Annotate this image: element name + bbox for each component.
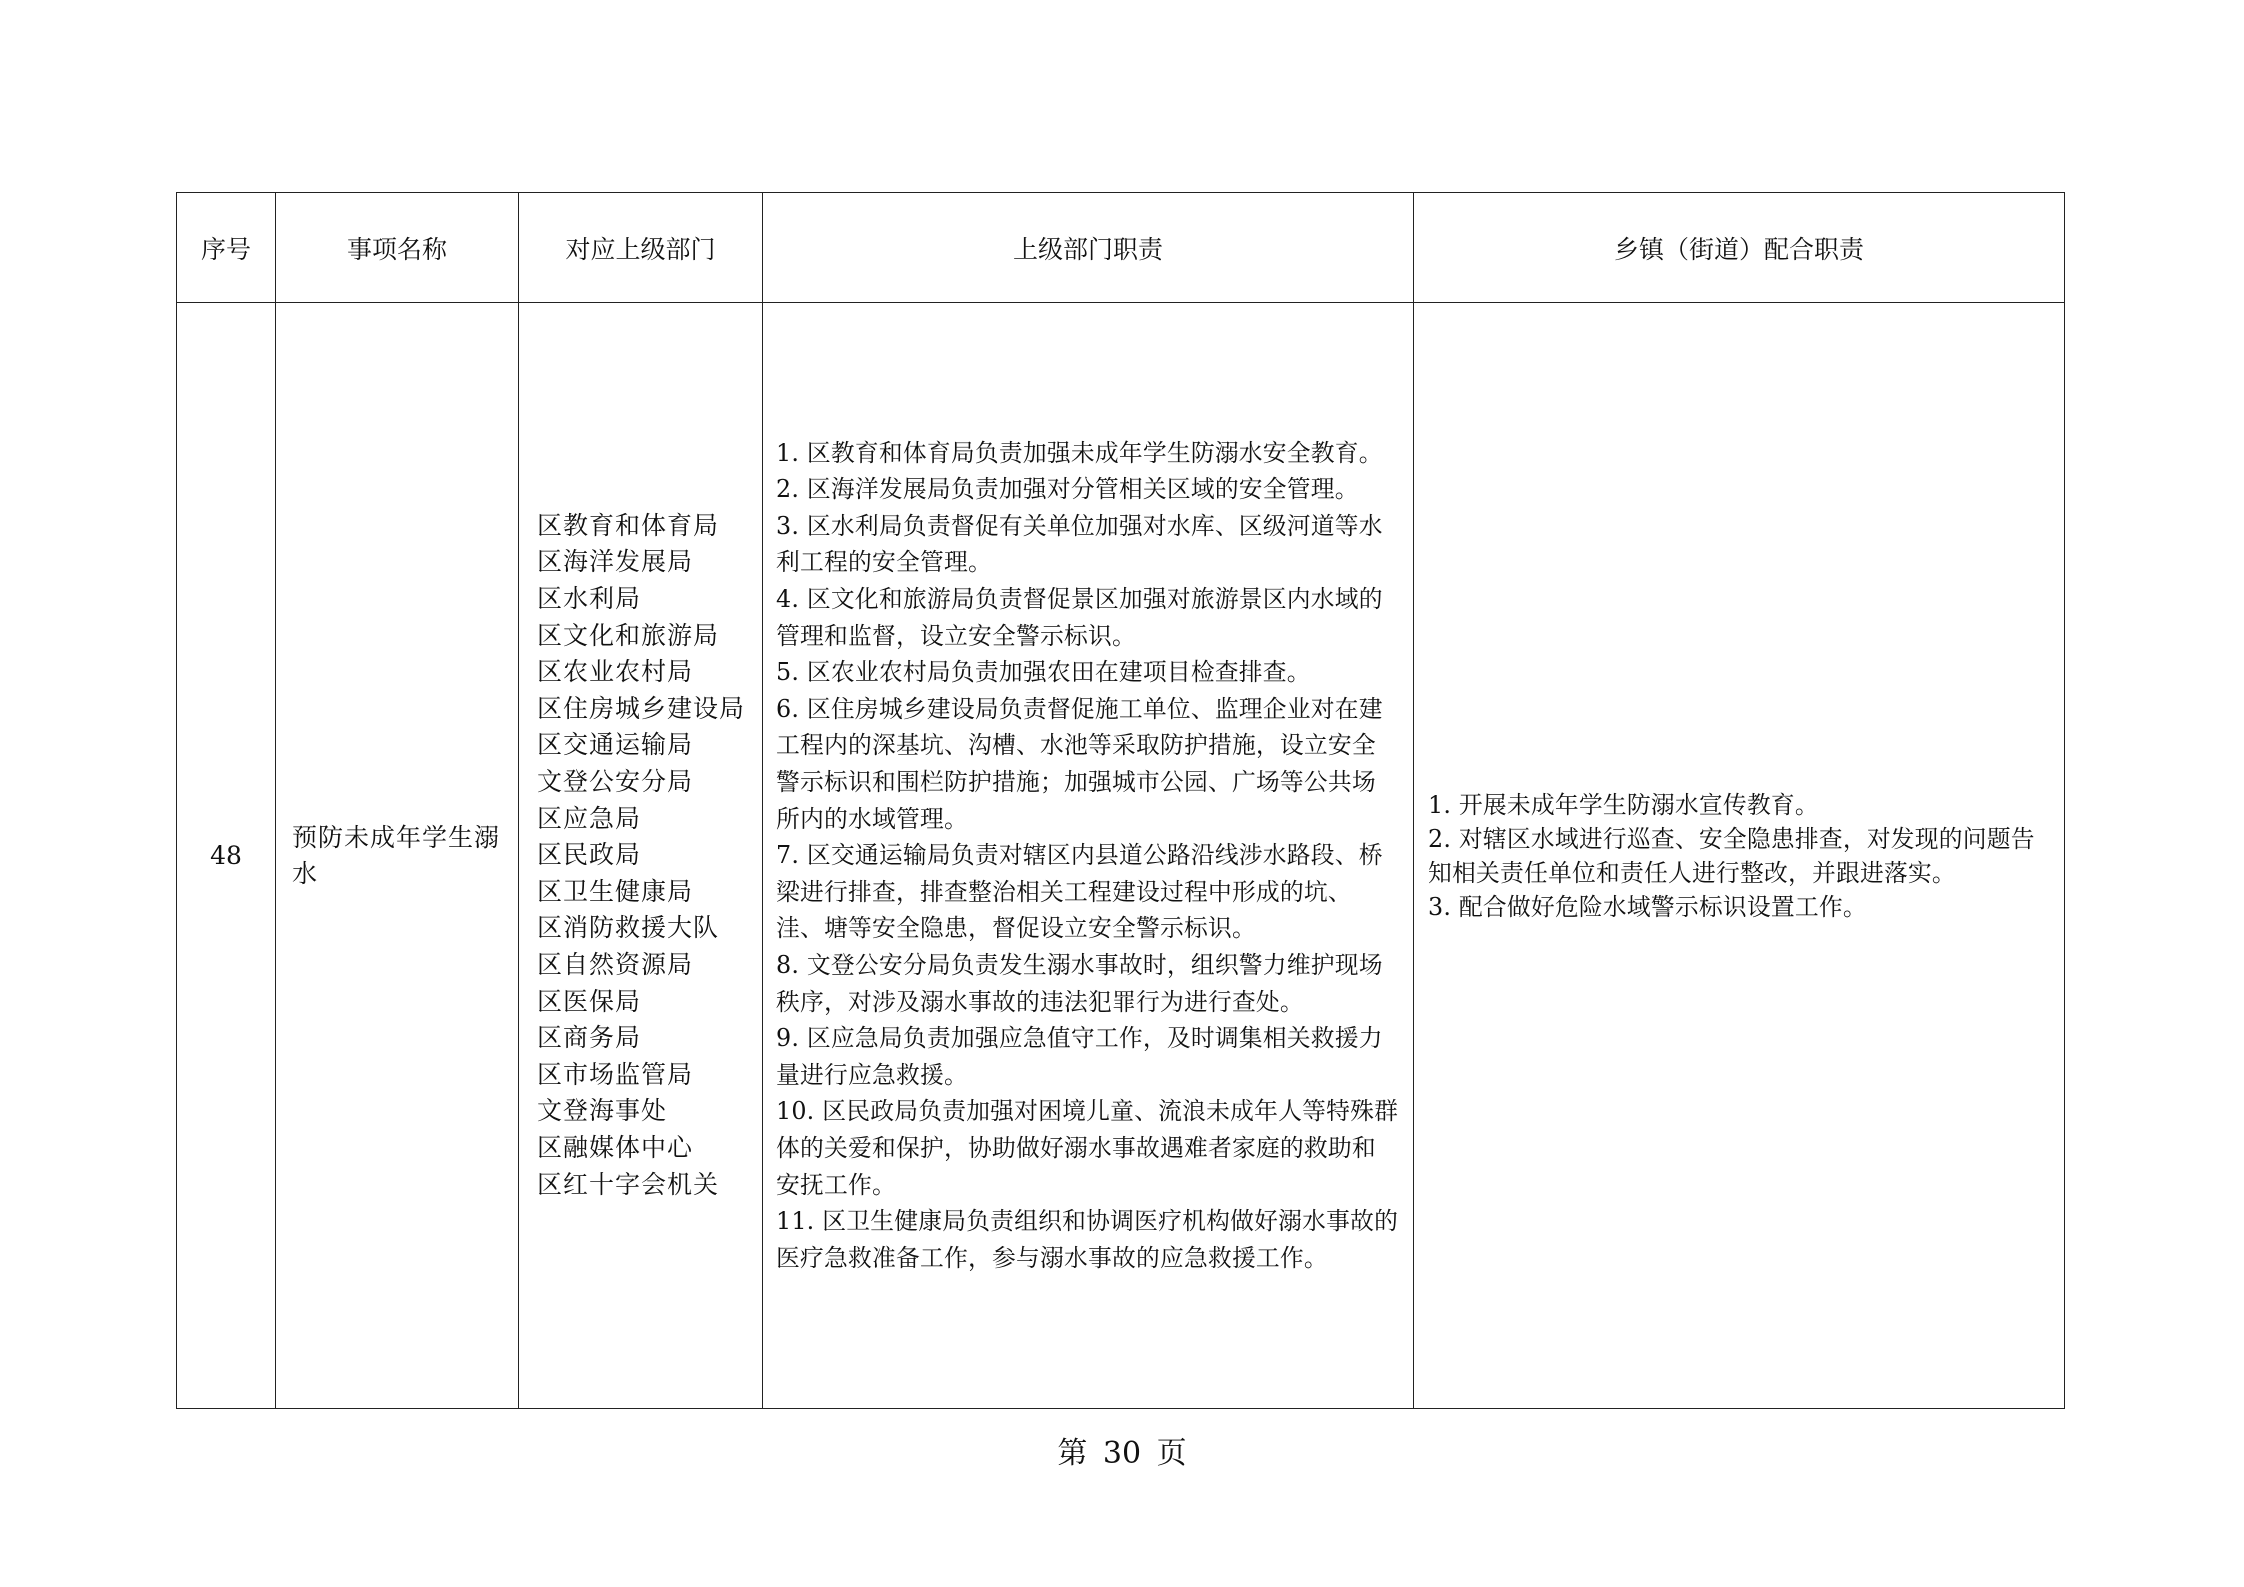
duty-table [176, 192, 2065, 1409]
page-number: 第 30 页 [1057, 1436, 1187, 1471]
department-item: 区医保局 [537, 986, 642, 1016]
department-item: 区卫生健康局 [537, 876, 694, 906]
superior-duty-item: 9. 区应急局负责加强应急值守工作，及时调集相关救援力量进行应急救援。 [776, 1024, 1383, 1089]
header-superior-dept: 对应上级部门 [519, 193, 763, 303]
superior-duty-item: 8. 文登公安分局负责发生溺水事故时，组织警力维护现场秩序，对涉及溺水事故的违法犯罪行为进行查处。 [776, 950, 1383, 1016]
department-item: 区红十字会机关 [537, 1169, 720, 1199]
superior-duty-item: 5. 区农业农村局负责加强农田在建项目检查排查。 [776, 658, 1311, 687]
row-departments [519, 303, 763, 1409]
superior-duty-item: 4. 区文化和旅游局负责督促景区加强对旅游景区内水域的管理和监督，设立安全警示标识。 [776, 585, 1383, 650]
township-duty-item: 2. 对辖区水域进行巡查、安全隐患排查，对发现的问题告知相关责任单位和责任人进行整改，并跟进落实。 [1428, 824, 2035, 887]
department-item: 区民政局 [537, 840, 642, 870]
department-item: 区自然资源局 [537, 949, 694, 979]
department-item: 区应急局 [537, 803, 642, 833]
department-item: 文登海事处 [537, 1096, 668, 1126]
row-township-duties [1414, 303, 2065, 1409]
department-item: 区农业农村局 [537, 657, 694, 687]
township-duty-list [1428, 788, 2052, 924]
department-item: 区融媒体中心 [537, 1132, 694, 1162]
department-item: 区市场监管局 [537, 1059, 694, 1089]
superior-duty-item: 6. 区住房城乡建设局负责督促施工单位、监理企业对在建工程内的深基坑、沟槽、水池等采取防护措施，设立安全警示标识和围栏防护措施；加强城市公园、广场等公共场所内的水域管理。 [776, 694, 1383, 833]
superior-duty-item: 2. 区海洋发展局负责加强对分管相关区域的安全管理。 [776, 475, 1359, 504]
department-item: 区海洋发展局 [537, 547, 694, 577]
header-no: 序号 [177, 193, 276, 303]
row-item-name: 预防未成年学生溺水 [276, 303, 519, 1409]
row-superior-duties [763, 303, 1414, 1409]
row-no: 48 [177, 303, 276, 1409]
superior-duty-item: 11. 区卫生健康局负责组织和协调医疗机构做好溺水事故的医疗急救准备工作，参与溺水事故的应急救援工作。 [776, 1207, 1399, 1272]
table-row [177, 303, 2065, 1409]
department-item: 区交通运输局 [537, 730, 694, 760]
department-item: 区教育和体育局 [537, 510, 720, 540]
department-list [537, 508, 752, 1203]
department-item: 区住房城乡建设局 [537, 693, 746, 723]
header-item-name: 事项名称 [276, 193, 519, 303]
superior-duty-list [776, 435, 1399, 1277]
department-item: 区商务局 [537, 1023, 642, 1053]
superior-duty-item: 10. 区民政局负责加强对困境儿童、流浪未成年人等特殊群体的关爱和保护，协助做好溺水事故遇难者家庭的救助和安抚工作。 [776, 1097, 1399, 1199]
department-item: 区消防救援大队 [537, 913, 720, 943]
department-item: 区水利局 [537, 584, 642, 614]
superior-duty-item: 7. 区交通运输局负责对辖区内县道公路沿线涉水路段、桥梁进行排查，排查整治相关工程建设过程中形成的坑、洼、塘等安全隐患，督促设立安全警示标识。 [776, 841, 1383, 943]
department-item: 文登公安分局 [537, 767, 694, 797]
table-header-row [177, 193, 2065, 303]
header-superior-duties: 上级部门职责 [763, 193, 1414, 303]
department-item: 区文化和旅游局 [537, 620, 720, 650]
township-duty-item: 1. 开展未成年学生防溺水宣传教育。 [1428, 790, 1819, 819]
superior-duty-item: 3. 区水利局负责督促有关单位加强对水库、区级河道等水利工程的安全管理。 [776, 511, 1383, 577]
township-duty-item: 3. 配合做好危险水域警示标识设置工作。 [1428, 892, 1867, 921]
superior-duty-item: 1. 区教育和体育局负责加强未成年学生防溺水安全教育。 [776, 438, 1383, 467]
header-township-duties: 乡镇（街道）配合职责 [1414, 193, 2065, 303]
